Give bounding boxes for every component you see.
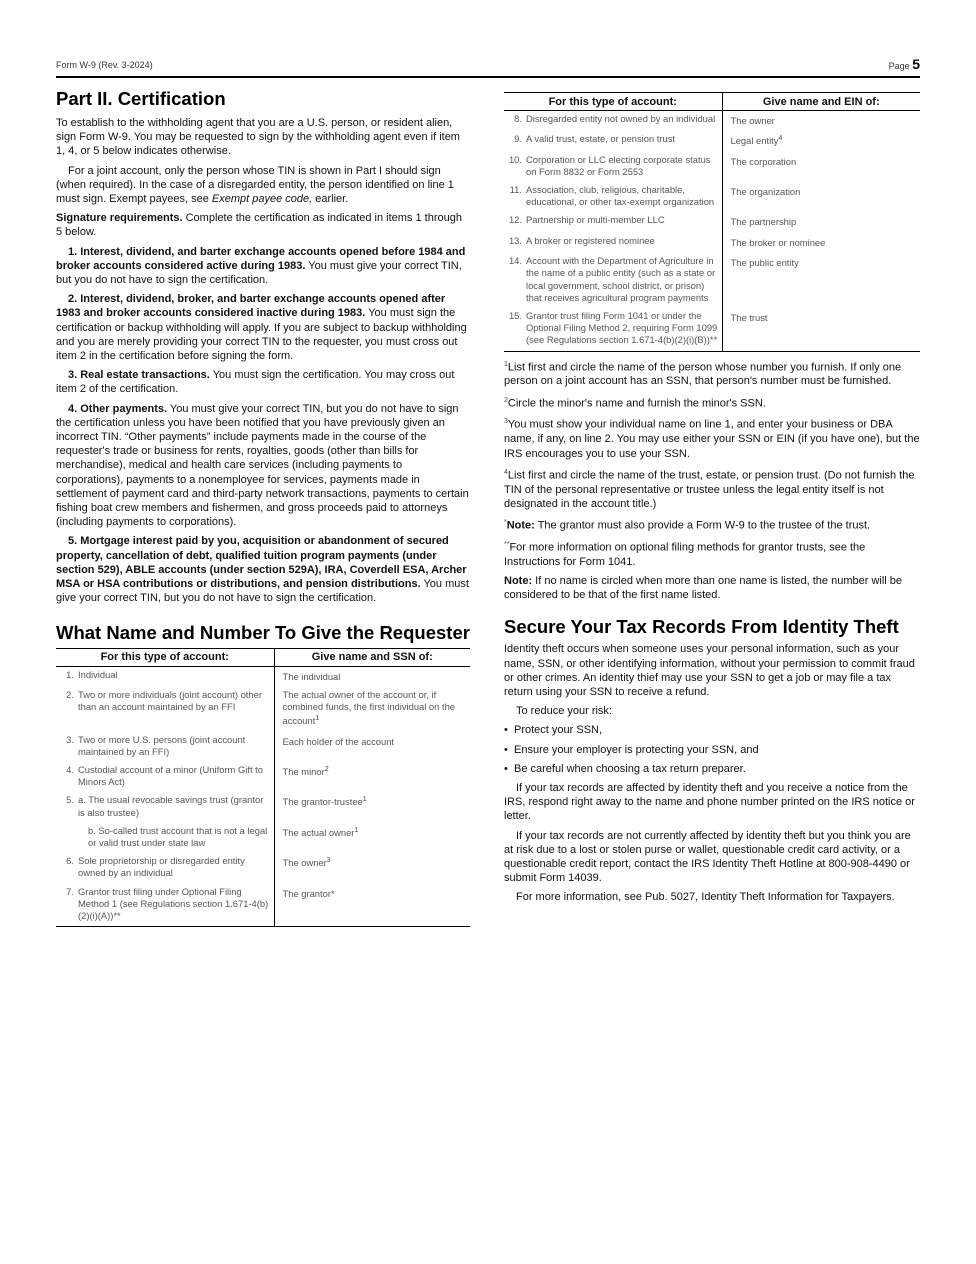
give-name: The broker or nominee — [730, 236, 826, 248]
give-name-cell — [274, 732, 470, 762]
row-number: 5. — [66, 794, 74, 806]
give-name-cell — [722, 152, 920, 182]
table-row — [504, 212, 920, 232]
give-name: The trust — [730, 312, 768, 324]
account-type-cell — [56, 884, 274, 927]
account-type-cell — [56, 687, 274, 732]
certification-heading: Part II. Certification — [56, 88, 226, 109]
give-name: The owner — [730, 115, 775, 127]
account-type: Corporation or LLC electing corporate status on Form 8832 or Form 2553 — [526, 153, 711, 177]
identity-theft-paragraph-3: If your tax records are affected by identity theft and you receive a notice from the IRS, respond right away to the name and phone number printed on the IRS notice or letter. — [504, 781, 915, 823]
risk-bullet: • Be careful when choosing a tax return preparer. — [504, 762, 920, 776]
identity-theft-paragraph-2: To reduce your risk: — [516, 705, 612, 718]
give-name-cell — [722, 182, 920, 212]
give-name-cell — [274, 666, 470, 687]
footnote-ref: 1 — [315, 715, 320, 723]
table-row — [504, 308, 920, 351]
account-type: A valid trust, estate, or pension trust — [526, 133, 676, 145]
account-type-cell — [56, 853, 274, 883]
table-row — [504, 111, 920, 132]
row-number: 13. — [508, 234, 522, 246]
footnote-grantor: *Note: The grantor must also provide a Form W-9 to the trustee of the trust. — [504, 519, 871, 532]
give-name-cell — [722, 233, 920, 253]
left-column — [56, 88, 470, 927]
footnote-ref: 2 — [324, 765, 329, 773]
table-row — [56, 792, 470, 822]
footnote-1: $^1$List first and circle the name of the person whose number you furnish. If only one person on a joint account has an SSN, that person's number must be furnished. — [504, 360, 902, 388]
give-name: The corporation — [730, 155, 797, 167]
table-row — [504, 233, 920, 253]
identity-theft-paragraph-1: Identity theft occurs when someone uses your personal information, such as your name, SSN, or other identifying information, without your permission to commit fraud or other crimes. An identity thief may use your SSN to get a job or may file a tax return using your SSN to receive a refund. — [504, 643, 915, 698]
ein-table-col1-header: For this type of account: — [504, 93, 722, 111]
row-number: 14. — [508, 255, 522, 267]
account-type-cell — [56, 823, 274, 853]
table-row — [56, 762, 470, 792]
account-type-cell — [504, 152, 722, 182]
table-row — [56, 823, 470, 853]
ein-table — [504, 92, 920, 352]
identity-theft-heading: Secure Your Tax Records From Identity Theft — [504, 616, 899, 638]
ssn-table-col1-header: For this type of account: — [56, 648, 274, 666]
footnote-grantor-trusts: **For more information on optional filing methods for grantor trusts, see the Instructions for Form 1041. — [504, 540, 866, 568]
cert-item-2: 2. Interest, dividend, broker, and barter exchange accounts opened after 1983 and broker accounts considered inactive during 1983. You must sign the certification or backup withholding will apply. If you are subject to backup withholding and you are merely providing your correct TIN to the requester, you must cross out item 2 in the certification before signing the form. — [56, 293, 467, 363]
form-id: Form W-9 (Rev. 3-2024) — [56, 60, 153, 70]
page-label: Page — [888, 61, 910, 71]
cert-item-1: 1. Interest, dividend, and barter exchange accounts opened before 1984 and broker accounts considered active during 1983. You must give your correct TIN, but you do not have to sign the certification. — [56, 245, 466, 287]
account-type-cell — [504, 308, 722, 351]
table-row — [504, 152, 920, 182]
footnotes — [504, 358, 920, 603]
ssn-table-col2-header: Give name and SSN of: — [274, 648, 470, 666]
give-name-cell — [274, 762, 470, 792]
cert-paragraph-1: To establish to the withholding agent that you are a U.S. person, or resident alien, sign Form W-9. You may be requested to sign by the withholding agent even if item 1, 4, or 5 below indicates otherwise. — [56, 117, 460, 158]
row-number: 11. — [509, 184, 522, 196]
table-row — [56, 884, 470, 927]
give-name: The minor — [282, 766, 325, 778]
row-number: 3. — [66, 733, 74, 745]
give-name: Each holder of the account — [282, 735, 395, 747]
row-number — [60, 825, 88, 849]
account-type: Sole proprietorship or disregarded entity owned by an individual — [78, 855, 245, 879]
identity-theft-paragraph-5: For more information, see Pub. 5027, Identity Theft Information for Taxpayers. — [516, 891, 895, 904]
give-name: Legal entity — [730, 135, 779, 147]
give-name: The actual owner of the account or, if combined funds, the first individual on the account — [282, 688, 455, 727]
footnote-4: $^4$List first and circle the name of the trust, estate, or pension trust. (Do not furnish the TIN of the personal representative or trustee unless the legal entity itself is not designated in the account title.) — [504, 468, 915, 510]
footnote-ref: 3 — [326, 857, 331, 865]
account-type-cell — [504, 233, 722, 253]
right-column — [504, 92, 920, 910]
table-row — [56, 732, 470, 762]
row-number: 1. — [66, 668, 74, 680]
account-type: a. The usual revocable savings trust (grantor is also trustee) — [78, 794, 264, 818]
give-name-cell — [722, 131, 920, 151]
account-type-cell — [504, 131, 722, 151]
table-row — [56, 687, 470, 732]
footnote-3: $^3$You must show your individual name on line 1, and enter your business or DBA name, if any, on line 2. You may use either your SSN or EIN (if you have one), but the IRS encourages you to use your SSN. — [504, 418, 920, 460]
row-number: 7. — [66, 885, 74, 897]
give-name: The owner — [282, 857, 327, 869]
give-name: The organization — [730, 186, 801, 198]
page-header — [56, 56, 920, 78]
signature-requirements: Signature requirements. Complete the certification as indicated in items 1 through 5 below. — [56, 212, 462, 239]
risk-bullet: • Protect your SSN, — [504, 723, 920, 737]
table-row — [56, 853, 470, 883]
account-type-cell — [56, 732, 274, 762]
footnote-ref: 1 — [362, 796, 367, 804]
table-row — [56, 666, 470, 687]
account-type: Disregarded entity not owned by an individual — [526, 113, 716, 124]
account-type-cell — [56, 792, 274, 822]
ssn-table — [56, 648, 470, 928]
footnote-2: $^2$Circle the minor's name and furnish the minor's SSN. — [504, 396, 766, 410]
give-name-cell — [722, 212, 920, 232]
cert-paragraph-2: For a joint account, only the person whose TIN is shown in Part I should sign (when required). In the case of a disregarded entity, the person identified on line 1 must sign. Exempt payees, see Exempt payee code, earlier. — [56, 164, 454, 206]
account-type: A broker or registered nominee — [526, 234, 655, 246]
row-number: 9. — [514, 133, 522, 145]
account-type: Two or more U.S. persons (joint account maintained by an FFI) — [78, 733, 246, 757]
give-name-cell — [274, 823, 470, 853]
ein-table-col2-header: Give name and EIN of: — [722, 93, 920, 111]
account-type-cell — [56, 762, 274, 792]
give-name-cell — [274, 853, 470, 883]
account-type-cell — [504, 182, 722, 212]
footnote-note: Note: If no name is circled when more than one name is listed, the number will be considered to be that of the first name listed. — [504, 574, 903, 602]
account-type: Account with the Department of Agriculture in the name of a public entity (such as a state or local government, school district, or prison) that receives agricultural program payments — [526, 255, 716, 303]
risk-bullets — [504, 723, 920, 776]
footnote-ref: 4 — [778, 135, 783, 143]
give-name: The grantor-trustee — [282, 796, 363, 808]
row-number: 8. — [514, 113, 522, 124]
account-type-cell — [504, 212, 722, 232]
page-number — [889, 56, 920, 72]
account-type: Individual — [78, 668, 118, 680]
account-type-cell — [504, 253, 722, 308]
give-name-cell — [722, 253, 920, 308]
account-type: Association, club, religious, charitable, educational, or other tax-exempt organization — [526, 184, 715, 208]
name-number-heading: What Name and Number To Give the Requester — [56, 621, 470, 643]
account-type: b. So-called trust account that is not a legal or valid trust under state law — [88, 824, 268, 848]
table-row — [504, 131, 920, 151]
account-type: Grantor trust filing Form 1041 or under the Optional Filing Method 2, requiring Form 1099 (see Regulations section 1.671-4(b)(2)(i)(B))** — [526, 309, 718, 346]
row-number: 15. — [508, 309, 522, 321]
give-name: The partnership — [730, 216, 797, 228]
give-name-cell — [722, 111, 920, 132]
cert-item-3: 3. Real estate transactions. You must sign the certification. You may cross out item 2 of the certification. — [56, 369, 455, 396]
give-name: The grantor* — [282, 887, 335, 899]
risk-bullet: • Ensure your employer is protecting your SSN, and — [504, 743, 920, 757]
account-type: Custodial account of a minor (Uniform Gift to Minors Act) — [78, 763, 263, 788]
row-number: 10. — [508, 153, 522, 165]
account-type: Two or more individuals (joint account) other than an account maintained by an FFI — [78, 688, 262, 713]
give-name: The public entity — [730, 257, 799, 269]
account-type: Grantor trust filing under Optional Filing Method 1 (see Regulations section 1.671-4(b)(2)(i)(A))** — [78, 885, 269, 921]
row-number: 2. — [66, 688, 74, 700]
cert-item-4: 4. Other payments. You must give your correct TIN, but you do not have to sign the certification unless you have been notified that you have previously given an incorrect TIN. “Other payments” include payments made in the course of the requester's trade or business for rents, royalties, goods (other than bills for merchandise), medical and health care services (including payments to corporations), payments to a nonemployee for services, payments made in settlement of payment card and third-party network transactions, payments to certain fishing boat crew members and fishermen, and gross proceeds paid to attorneys (including payments to corporations). — [56, 402, 469, 529]
page-number-value: 5 — [912, 56, 920, 72]
give-name-cell — [274, 792, 470, 822]
account-type: Partnership or multi-member LLC — [526, 214, 665, 226]
row-number: 6. — [66, 855, 74, 867]
table-row — [504, 182, 920, 212]
cert-item-5: 5. Mortgage interest paid by you, acquisition or abandonment of secured property, cancellation of debt, qualified tuition program payments (under section 529), ABLE accounts (under section 529A), IRA, Coverdell ESA, Archer MSA or HSA contributions or distributions, and pension distributions. You must give your correct TIN, but you do not have to sign the certification. — [56, 535, 469, 605]
give-name: The actual owner — [282, 826, 355, 838]
give-name-cell — [274, 687, 470, 732]
give-name-cell — [274, 884, 470, 927]
give-name-cell — [722, 308, 920, 351]
account-type-cell — [56, 666, 274, 687]
row-number: 4. — [66, 763, 74, 775]
table-row — [504, 253, 920, 308]
identity-theft-paragraph-4: If your tax records are not currently affected by identity theft but you think you are at risk due to a lost or stolen purse or wallet, questionable credit card activity, or a questionable credit report, contact the IRS Identity Theft Hotline at 800-908-4490 or submit Form 14039. — [504, 829, 911, 885]
row-number: 12. — [508, 214, 522, 226]
account-type-cell — [504, 111, 722, 132]
give-name: The individual — [282, 670, 341, 682]
footnote-ref: 1 — [354, 826, 359, 834]
